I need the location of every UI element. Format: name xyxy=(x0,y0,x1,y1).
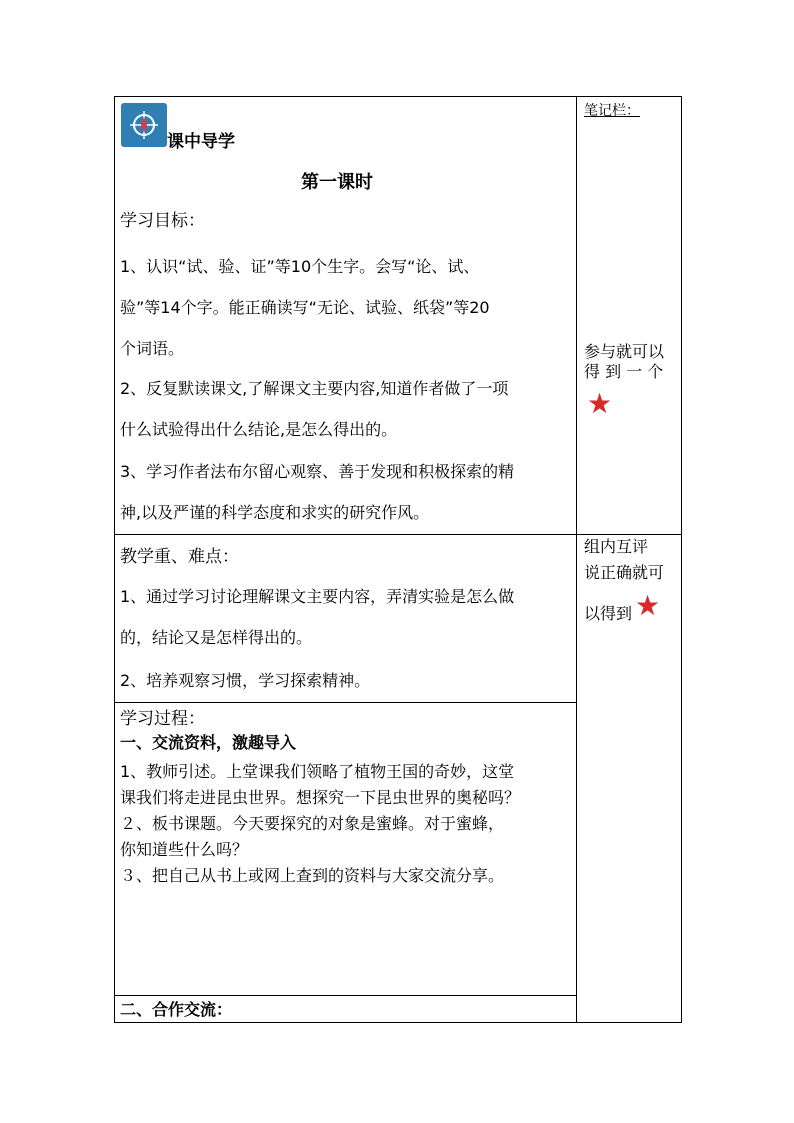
row-divider-3 xyxy=(114,995,577,996)
objective-line: 什么试验得出什么结论,是怎么得出的。 xyxy=(120,420,398,439)
process-heading: 学习过程： xyxy=(120,709,205,729)
compass-icon xyxy=(121,103,167,147)
key-point-line: 1、通过学习讨论理解课文主要内容，弄清实验是怎么做 xyxy=(120,587,515,606)
process-line: 你知道些什么吗？ xyxy=(120,840,249,859)
cooperation-heading: 二、合作交流： xyxy=(120,1000,233,1019)
notes-title: 笔记栏： xyxy=(584,103,640,119)
process-line: 1、教师引述。上堂课我们领略了植物王国的奇妙，这堂 xyxy=(120,762,515,781)
lesson-title: 第一课时 xyxy=(301,172,373,193)
reward-text: 得 到 一 个 xyxy=(584,362,664,381)
table-right-border xyxy=(681,96,682,1023)
row-divider-2 xyxy=(114,702,577,703)
objective-line: 2、反复默读课文,了解课文主要内容,知道作者做了一项 xyxy=(120,379,509,398)
reward-text: 参与就可以 xyxy=(584,342,665,361)
reward-text: 以得到 xyxy=(584,604,633,623)
process-line: ３、把自己从书上或网上查到的资料与大家交流分享。 xyxy=(120,866,505,885)
row-divider-1 xyxy=(114,534,682,535)
star-icon: ★ xyxy=(635,589,661,622)
table-bottom-border xyxy=(114,1022,682,1023)
process-line: 课我们将走进昆虫世界。想探究一下昆虫世界的奥秘吗？ xyxy=(120,788,521,807)
reward-text: 说正确就可 xyxy=(584,563,665,582)
objective-line: 神,以及严谨的科学态度和求实的研究作风。 xyxy=(120,503,430,522)
section-title: 课中导学 xyxy=(167,132,235,152)
star-icon: ★ xyxy=(587,387,613,420)
step-one-title: 一、交流资料，激趣导入 xyxy=(120,733,297,752)
objective-line: 个词语。 xyxy=(120,339,185,358)
objective-line: 3、学习作者法布尔留心观察、善于发现和积极探索的精 xyxy=(120,462,515,481)
table-top-border xyxy=(114,96,682,97)
objectives-heading: 学习目标： xyxy=(120,211,205,231)
key-points-heading: 教学重、难点： xyxy=(120,547,239,567)
objective-line: 验”等14个字。能正确读写“无论、试验、纸袋”等20 xyxy=(120,298,490,317)
table-left-border xyxy=(114,96,115,1023)
key-point-line: 的，结论又是怎样得出的。 xyxy=(120,628,313,647)
reward-text: 组内互评 xyxy=(584,537,649,556)
process-line: ２、板书课题。今天要探究的对象是蜜蜂。对于蜜蜂， xyxy=(120,814,505,833)
key-point-line: 2、培养观察习惯，学习探索精神。 xyxy=(120,671,371,690)
objective-line: 1、认识“试、验、证”等10个生字。会写“论、试、 xyxy=(120,257,480,276)
column-divider xyxy=(576,96,577,1023)
